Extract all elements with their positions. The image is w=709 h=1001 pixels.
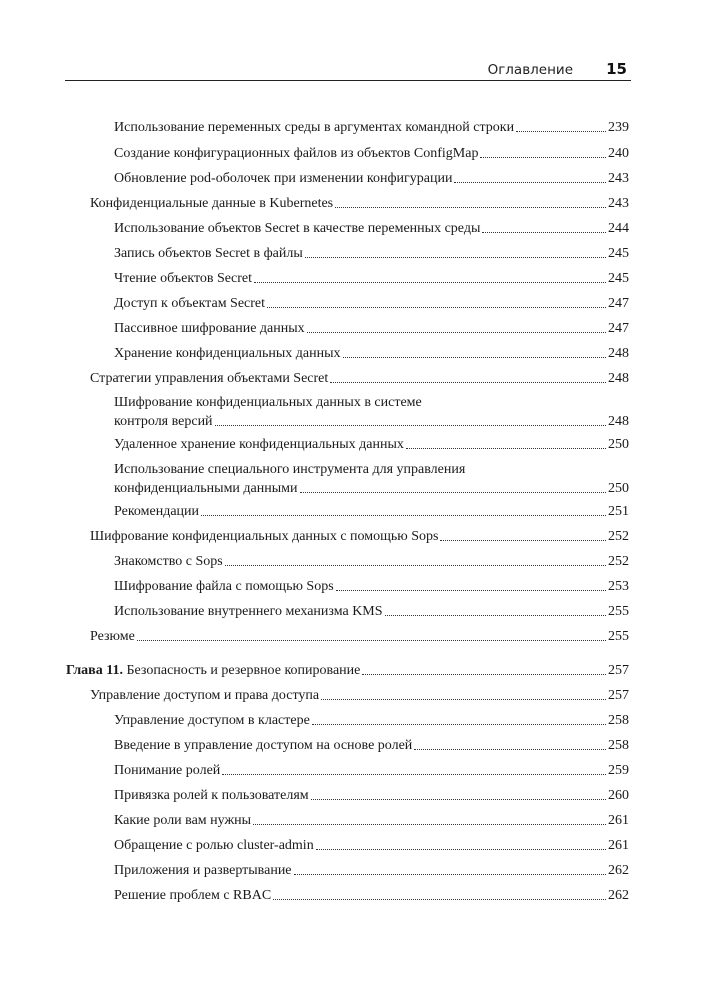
toc-entry-page: 251 <box>608 504 629 519</box>
leader-dots <box>254 282 606 283</box>
leader-dots <box>343 357 606 358</box>
toc-entry-page: 262 <box>608 863 629 878</box>
leader-dots <box>336 590 606 591</box>
toc-entry-title: Управление доступом в кластере <box>114 713 310 728</box>
toc-entry[interactable] <box>90 628 629 645</box>
leader-dots <box>307 332 606 333</box>
toc-entry-title: Какие роли вам нужны <box>114 813 252 828</box>
leader-dots <box>312 724 606 725</box>
toc-entry[interactable] <box>114 345 629 362</box>
toc-entry-title: Шифрование конфиденциальных данных с помощью Sops <box>90 529 439 544</box>
toc-entry-page: 250 <box>608 481 629 496</box>
toc-entry[interactable] <box>114 320 629 337</box>
toc-entry-page: 247 <box>608 321 629 336</box>
leader-dots <box>225 565 606 566</box>
toc-entry-row <box>114 413 629 430</box>
toc-entry-page: 252 <box>608 529 629 544</box>
toc-entry-title: Приложения и развертывание <box>114 863 292 878</box>
leader-dots <box>137 640 606 641</box>
toc-entry-title: Стратегии управления объектами Secret <box>90 371 329 386</box>
leader-dots <box>273 899 606 900</box>
toc-entry[interactable] <box>90 528 629 545</box>
toc-entry-page: 262 <box>608 888 629 903</box>
toc-entry[interactable] <box>114 887 629 904</box>
toc-entry[interactable] <box>114 270 629 287</box>
leader-dots <box>316 849 606 850</box>
leader-dots <box>311 799 606 800</box>
toc-entry-page: 248 <box>608 414 629 429</box>
toc-entry[interactable] <box>114 812 629 829</box>
leader-dots <box>454 182 606 183</box>
leader-dots <box>215 425 606 426</box>
toc-entry[interactable] <box>114 145 629 162</box>
toc-entry-page: 257 <box>608 663 629 678</box>
chapter-label: Глава 11. <box>66 663 123 678</box>
toc-entry-page: 253 <box>608 579 629 594</box>
toc-entry-page: 257 <box>608 688 629 703</box>
toc-entry-title: Использование внутреннего механизма KMS <box>114 604 383 619</box>
toc-entry-title-line2: конфиденциальными данными <box>114 481 298 496</box>
toc-entry-page: 255 <box>608 629 629 644</box>
toc-entry-title: Понимание ролей <box>114 763 221 778</box>
toc-entry-page: 248 <box>608 371 629 386</box>
toc-entry[interactable] <box>90 687 629 704</box>
leader-dots <box>440 540 606 541</box>
leader-dots <box>335 207 606 208</box>
toc-entry-page: 244 <box>608 221 629 236</box>
leader-dots <box>267 307 606 308</box>
toc-entry[interactable] <box>114 553 629 570</box>
toc-entry[interactable] <box>114 762 629 779</box>
leader-dots <box>516 131 606 132</box>
leader-dots <box>406 448 606 449</box>
leader-dots <box>300 492 607 493</box>
leader-dots <box>305 257 606 258</box>
toc-entry-title-line1: Использование специального инструмента для управления <box>114 462 466 477</box>
toc-entry-title: Чтение объектов Secret <box>114 271 252 286</box>
toc-entry[interactable] <box>114 170 629 187</box>
toc-entry-title-line2: контроля версий <box>114 414 213 429</box>
toc-entry-title: Знакомство с Sops <box>114 554 223 569</box>
toc-entry[interactable] <box>114 220 629 237</box>
toc-entry[interactable] <box>114 603 629 620</box>
toc-entry-page: 255 <box>608 604 629 619</box>
toc-entry-row <box>114 480 629 497</box>
toc-entry-page: 247 <box>608 296 629 311</box>
toc-entry[interactable] <box>114 119 629 136</box>
leader-dots <box>253 824 606 825</box>
toc-entry[interactable] <box>114 837 629 854</box>
toc-entry-title: Шифрование файла с помощью Sops <box>114 579 334 594</box>
leader-dots <box>330 382 606 383</box>
toc-entry-page: 245 <box>608 271 629 286</box>
leader-dots <box>222 774 606 775</box>
toc-entry[interactable] <box>90 195 629 212</box>
toc-entry[interactable] <box>114 503 629 520</box>
toc-entry[interactable] <box>90 370 629 387</box>
toc-entry-page: 243 <box>608 196 629 211</box>
chapter-title: Безопасность и резервное копирование <box>126 663 361 678</box>
toc-entry-page: 258 <box>608 738 629 753</box>
toc-entry-page: 252 <box>608 554 629 569</box>
header-title: Оглавление <box>487 62 573 78</box>
toc-entry-page: 248 <box>608 346 629 361</box>
toc-chapter-title <box>66 662 360 679</box>
toc-entry[interactable] <box>114 461 629 497</box>
toc-entry-title: Привязка ролей к пользователям <box>114 788 309 803</box>
toc-entry-page: 239 <box>608 120 629 135</box>
toc-entry[interactable] <box>114 787 629 804</box>
toc-entry-title: Хранение конфиденциальных данных <box>114 346 341 361</box>
toc-entry-title-line1: Шифрование конфиденциальных данных в системе <box>114 395 422 410</box>
toc-entry-page: 250 <box>608 437 629 452</box>
toc-entry-title: Введение в управление доступом на основе ролей <box>114 738 413 753</box>
toc-entry-page: 245 <box>608 246 629 261</box>
toc-entry-title: Создание конфигурационных файлов из объектов ConfigMap <box>114 146 479 161</box>
leader-dots <box>482 232 606 233</box>
page-number: 15 <box>606 60 627 78</box>
toc-entry-page: 259 <box>608 763 629 778</box>
toc-entry[interactable] <box>114 394 629 430</box>
toc-chapter-entry[interactable] <box>66 662 629 679</box>
toc-entry-title: Обращение с ролью cluster-admin <box>114 838 314 853</box>
toc-entry[interactable] <box>114 712 629 729</box>
toc-entry-page: 258 <box>608 713 629 728</box>
toc-entry[interactable] <box>114 245 629 262</box>
leader-dots <box>201 515 606 516</box>
leader-dots <box>362 674 606 675</box>
leader-dots <box>414 749 606 750</box>
leader-dots <box>321 699 606 700</box>
running-header <box>65 60 631 81</box>
toc-entry-page: 260 <box>608 788 629 803</box>
toc-entry[interactable] <box>114 436 629 453</box>
toc-entry[interactable] <box>114 737 629 754</box>
toc-entry[interactable] <box>114 578 629 595</box>
toc-entry-title: Решение проблем с RBAC <box>114 888 272 903</box>
toc-entry-title: Пассивное шифрование данных <box>114 321 305 336</box>
toc-entry-title: Конфиденциальные данные в Kubernetes <box>90 196 334 211</box>
leader-dots <box>294 874 606 875</box>
toc-entry[interactable] <box>114 862 629 879</box>
toc-entry-title: Использование объектов Secret в качестве переменных среды <box>114 221 481 236</box>
toc-entry-title: Управление доступом и права доступа <box>90 688 320 703</box>
toc-entry-title: Обновление pod-оболочек при изменении конфигурации <box>114 171 453 186</box>
toc-entry-title: Резюме <box>90 629 135 644</box>
toc-entry-page: 261 <box>608 838 629 853</box>
toc-entry-page: 240 <box>608 146 629 161</box>
toc-entry-title: Рекомендации <box>114 504 200 519</box>
toc-entry-title: Доступ к объектам Secret <box>114 296 266 311</box>
toc-entry-page: 243 <box>608 171 629 186</box>
leader-dots <box>385 615 606 616</box>
toc-entry[interactable] <box>114 295 629 312</box>
toc-entry-page: 261 <box>608 813 629 828</box>
toc-entry-title: Запись объектов Secret в файлы <box>114 246 303 261</box>
toc-entry-title: Удаленное хранение конфиденциальных данных <box>114 437 404 452</box>
leader-dots <box>480 157 606 158</box>
toc-entry-title: Использование переменных среды в аргументах командной строки <box>114 120 515 135</box>
